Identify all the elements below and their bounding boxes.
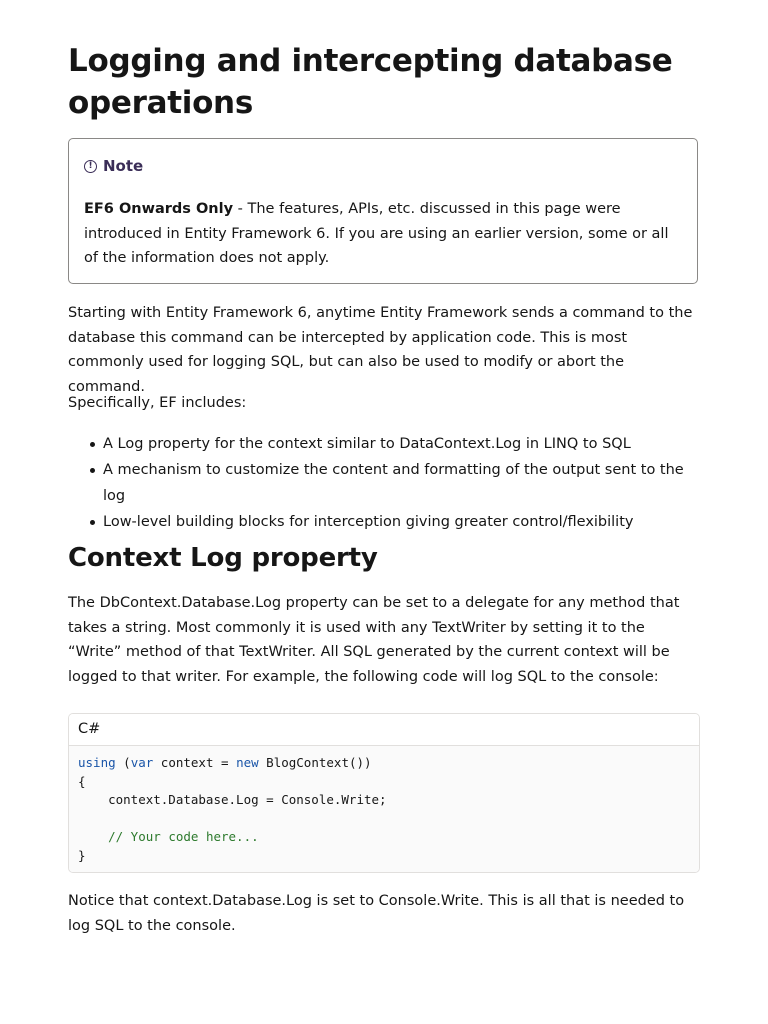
note-bold: EF6 Onwards Only bbox=[84, 201, 234, 217]
code-text: context = bbox=[153, 755, 237, 770]
code-line: } bbox=[78, 847, 86, 863]
code-keyword: using bbox=[78, 755, 116, 770]
note-text: - The features, APIs, etc. discussed in this page were introduced in Entity Framework 6. If you are using an earlier version, some or all of the information does not apply. bbox=[84, 201, 669, 266]
includes-list bbox=[68, 431, 700, 535]
code-indent bbox=[78, 829, 108, 844]
code-line: { bbox=[78, 773, 86, 789]
list-item: A Log property for the context similar to DataContext.Log in LINQ to SQL bbox=[68, 431, 700, 457]
page-title: Logging and intercepting database operations bbox=[68, 43, 673, 121]
code-keyword: new bbox=[236, 755, 259, 770]
code-content[interactable] bbox=[69, 746, 699, 873]
code-keyword: var bbox=[130, 755, 154, 770]
code-block[interactable] bbox=[68, 713, 700, 873]
code-comment: // Your code here... bbox=[108, 829, 259, 844]
code-line: context.Database.Log = Console.Write; bbox=[78, 792, 387, 807]
info-icon: ! bbox=[84, 160, 97, 173]
list-item: A mechanism to customize the content and formatting of the output sent to the log bbox=[68, 457, 700, 509]
includes-lead: Specifically, EF includes: bbox=[68, 395, 247, 411]
code-language-label: C# bbox=[69, 714, 699, 746]
code-text: BlogContext()) bbox=[258, 755, 372, 770]
section-heading: Context Log property bbox=[68, 543, 378, 573]
note-callout bbox=[68, 138, 698, 284]
code-text: ( bbox=[115, 755, 131, 770]
note-body bbox=[84, 197, 682, 271]
list-item: Low-level building blocks for interception giving greater control/flexibility bbox=[68, 509, 700, 535]
closing-paragraph: Notice that context.Database.Log is set to Console.Write. This is all that is needed to log SQL to the console. bbox=[68, 893, 685, 934]
note-header bbox=[84, 157, 682, 175]
note-heading: Note bbox=[103, 157, 144, 175]
intro-paragraph: Starting with Entity Framework 6, anytime Entity Framework sends a command to the database this command can be intercepted by application code. This is most commonly used for logging SQL, but can also be used to modify or abort the command. bbox=[68, 305, 693, 396]
section-paragraph: The DbContext.Database.Log property can be set to a delegate for any method that takes a string. Most commonly it is used with any TextWriter by setting it to the “Write” method of that TextWriter. All SQL generated by the current context will be logged to that writer. For example, the following code will log SQL to the console: bbox=[68, 595, 680, 686]
